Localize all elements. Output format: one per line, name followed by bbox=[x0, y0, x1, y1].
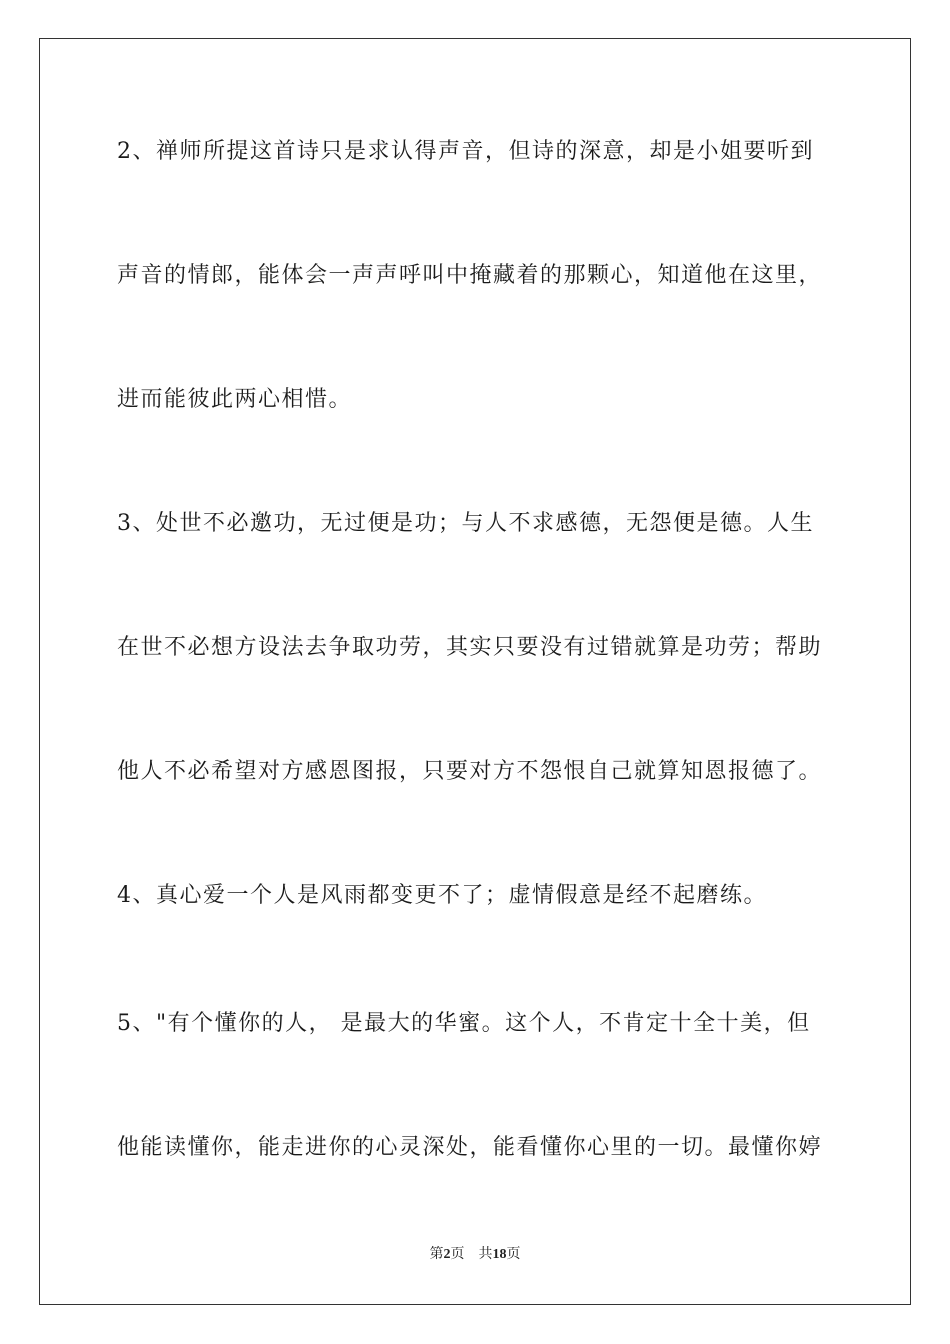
paragraph-line-6: 他人不必希望对方感恩图报，只要对方不怨恨自己就算知恩报德了。 bbox=[117, 759, 823, 784]
paragraph-line-1: 2、禅师所提这首诗只是求认得声音，但诗的深意，却是小姐要听到 bbox=[117, 139, 814, 164]
footer-total-prefix: 共 bbox=[478, 1247, 493, 1262]
footer-prefix: 第 bbox=[429, 1247, 444, 1262]
paragraph-line-3: 进而能彼此两心相惜。 bbox=[117, 387, 353, 412]
paragraph-line-7: 4、真心爱一个人是风雨都变更不了；虚情假意是经不起磨练。 bbox=[117, 883, 767, 908]
paragraph-line-9: 他能读懂你，能走进你的心灵深处，能看懂你心里的一切。最懂你婷 bbox=[117, 1135, 823, 1160]
footer-total-pages: 18 bbox=[492, 1247, 507, 1262]
paragraph-line-4: 3、处世不必邀功，无过便是功；与人不求感德，无怨便是德。人生 bbox=[117, 511, 814, 536]
footer-page-number: 2 bbox=[443, 1247, 451, 1262]
page-border bbox=[39, 38, 911, 1305]
paragraph-line-8: 5、"有个懂你的人， 是最大的华蜜。这个人，不肯定十全十美，但 bbox=[117, 1011, 811, 1036]
paragraph-line-5: 在世不必想方设法去争取功劳，其实只要没有过错就算是功劳；帮助 bbox=[117, 635, 823, 660]
page-footer bbox=[0, 1246, 950, 1264]
footer-page-suffix: 页 bbox=[450, 1247, 465, 1262]
footer-total-suffix: 页 bbox=[506, 1247, 521, 1262]
paragraph-line-2: 声音的情郎，能体会一声声呼叫中掩藏着的那颗心，知道他在这里， bbox=[117, 263, 823, 288]
